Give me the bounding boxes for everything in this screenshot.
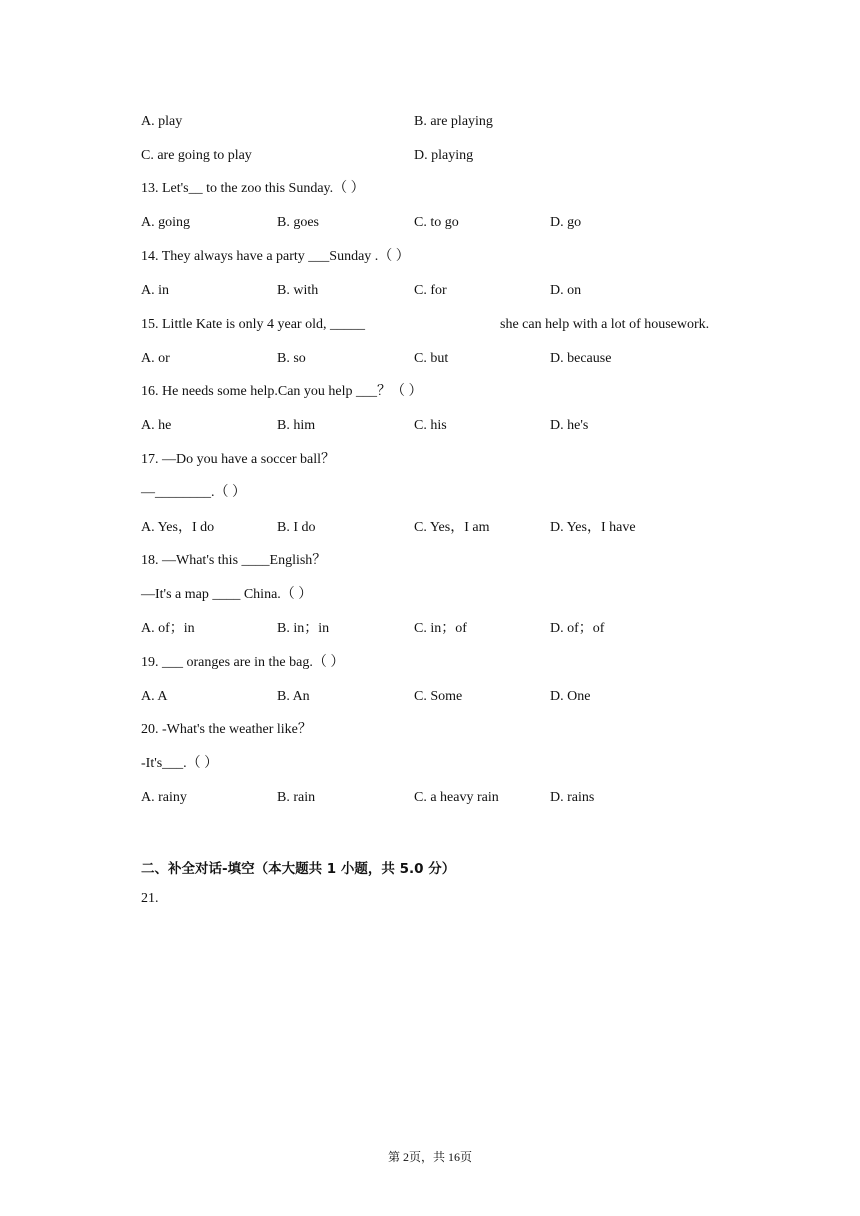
q17-option-c: C. Yes，I am [414, 520, 490, 535]
q14-stem: 14. They always have a party ___Sunday .（ ） [141, 249, 410, 264]
q18-option-c: C. in；of [414, 621, 467, 636]
q20-option-a: A. rainy [141, 790, 187, 805]
q19-option-d: D. One [550, 689, 591, 704]
q19-option-b: B. An [277, 689, 310, 704]
q13-stem: 13. Let's__ to the zoo this Sunday.（ ） [141, 181, 365, 196]
q17-option-a: A. Yes，I do [141, 520, 215, 535]
q14-option-c: C. for [414, 283, 447, 298]
q18-option-b: B. in；in [277, 621, 330, 636]
q16-option-b: B. him [277, 418, 316, 433]
q17-option-b: B. I do [277, 520, 316, 535]
q17-stem: 17. —Do you have a soccer ball？ [141, 452, 335, 467]
q15-option-b: B. so [277, 351, 306, 366]
q12-option-c: C. are going to play [141, 148, 252, 163]
q12-option-a: A. play [141, 114, 183, 129]
q20-option-d: D. rains [550, 790, 595, 805]
q15-option-c: C. but [414, 351, 449, 366]
section-title: 二、补全对话-填空（本大题共 1 小题，共 5.0 分） [141, 861, 456, 877]
q15-option-a: A. or [141, 351, 170, 366]
q15-stem-tail: she can help with a lot of housework. [500, 317, 710, 332]
q18-option-a: A. of；in [141, 621, 195, 636]
q16-option-a: A. he [141, 418, 172, 433]
q13-option-a: A. going [141, 215, 190, 230]
q14-option-b: B. with [277, 283, 319, 298]
q14-option-d: D. on [550, 283, 582, 298]
q16-option-c: C. his [414, 418, 447, 433]
q13-option-c: C. to go [414, 215, 459, 230]
q20-option-c: C. a heavy rain [414, 790, 499, 805]
q12-option-b: B. are playing [414, 114, 493, 129]
q18-stem: 18. —What's this ____English？ [141, 553, 327, 568]
page-footer: 第 2页，共 16页 [387, 1150, 472, 1164]
q19-option-c: C. Some [414, 689, 463, 704]
q17-option-d: D. Yes，I have [550, 520, 636, 535]
q17-stem-reply: —________.（ ） [141, 485, 246, 500]
q19-stem: 19. ___ oranges are in the bag.（ ） [141, 655, 345, 670]
q16-stem: 16. He needs some help.Can you help ___？（ ） [141, 384, 423, 399]
q19-option-a: A. A [141, 689, 168, 704]
q12-option-d: D. playing [414, 148, 474, 163]
q20-stem-reply: -It's___.（ ） [141, 756, 219, 771]
q20-option-b: B. rain [277, 790, 316, 805]
q15-option-d: D. because [550, 351, 612, 366]
q18-option-d: D. of；of [550, 621, 605, 636]
q20-stem: 20. -What's the weather like？ [141, 722, 312, 737]
q16-option-d: D. he's [550, 418, 589, 433]
q13-option-d: D. go [550, 215, 582, 230]
q18-stem-reply: —It's a map ____ China.（ ） [141, 587, 313, 602]
q21-number: 21. [141, 891, 159, 906]
q14-option-a: A. in [141, 283, 169, 298]
q15-stem: 15. Little Kate is only 4 year old, _____ [141, 317, 365, 332]
q13-option-b: B. goes [277, 215, 319, 230]
